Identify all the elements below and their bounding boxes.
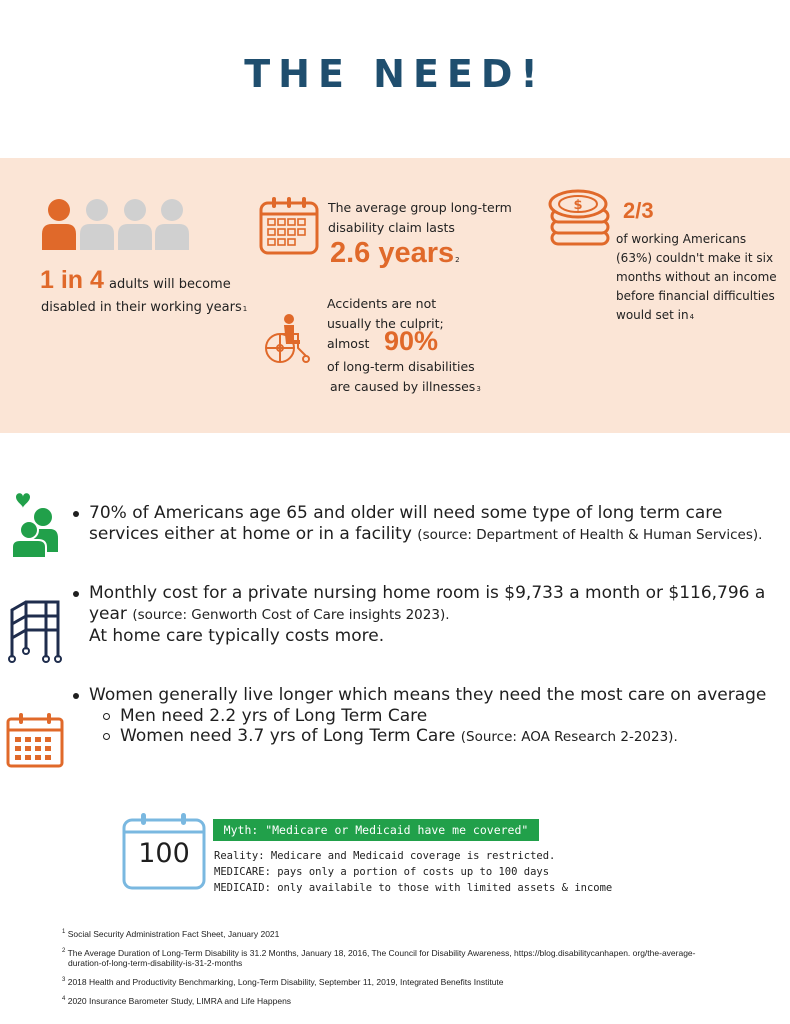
calendar-number: 100	[138, 838, 190, 869]
page-title: THE NEED!	[244, 52, 546, 96]
bullet-2: Monthly cost for a private nursing home room is $9,733 a month or $116,796 a year (source: Genworth Cost of Care insights 2023). At home care typically costs more.	[89, 583, 766, 646]
sub-bullet-circle	[103, 713, 110, 720]
calendar-icon	[6, 712, 64, 768]
claim-text: The average group long-term disability claim lasts	[328, 200, 512, 235]
claim-big: 2.6 years	[330, 237, 455, 269]
footnote-3: $^3$ 2018 Health and Productivity Benchmarking, Long-Term Disability, September 11, 2019, Integrated Benefits Institute	[62, 976, 504, 987]
heart-people-icon	[8, 490, 62, 560]
myth-text: Reality: Medicare and Medicaid coverage is restricted. MEDICARE: pays only a portion of costs up to 100 days MEDICAID: only availabile to those with limited assets & income	[214, 850, 613, 894]
americans-text: of working Americans (63%) couldn't make it six months without an income before financial difficulties would set in4	[616, 232, 777, 322]
bullet-dot	[73, 511, 79, 517]
coins-icon	[544, 188, 614, 258]
footnote-4: $^4$ 2020 Insurance Barometer Study, LIMRA and Life Happens	[62, 995, 292, 1006]
adults-big: 1 in 4	[40, 266, 104, 294]
americans-big: 2/3	[623, 198, 654, 223]
sub-bullet-1: Men need 2.2 yrs of Long Term Care	[120, 706, 428, 726]
myth-tag: Myth: "Medicare or Medicaid have me covered"	[213, 819, 539, 841]
adults-line2: disabled in their working years1	[41, 300, 248, 315]
sub-bullet-2: Women need 3.7 yrs of Long Term Care (Source: AOA Research 2-2023).	[120, 726, 678, 746]
adults-stat	[40, 266, 231, 295]
bullet-dot	[73, 693, 79, 699]
bullet-dot	[73, 591, 79, 597]
footnote-2: $^2$ The Average Duration of Long-Term Disability is 31.2 Months, January 18, 2016, The Council for Disability Awareness, https://blog.disabilitycanhapen. org/the-average- duration-of-long-term-disability-is-31-2-months	[62, 947, 696, 968]
footnote-1: $^1$ Social Security Administration Fact Sheet, January 2021	[62, 928, 280, 939]
sub-bullet-circle	[103, 733, 110, 740]
claim-big-wrap: 2.6 years2	[330, 237, 460, 269]
calendar-icon	[258, 196, 320, 256]
accidents-big: 90%	[384, 326, 439, 356]
bullet-1: 70% of Americans age 65 and older will need some type of long term care services either at home or in a facility (source: Department of Health & Human Services).	[89, 503, 763, 544]
accidents-almost: almost	[327, 336, 370, 351]
svg-text:$: $	[573, 198, 583, 213]
accidents-text: Accidents are not usually the culprit;	[327, 296, 444, 331]
wheelchair-icon	[262, 314, 314, 364]
walker-icon	[6, 598, 68, 664]
people-icon	[40, 196, 190, 252]
accidents-text2: of long-term disabilities are caused by illnesses3	[327, 359, 481, 394]
bullet-3: Women generally live longer which means they need the most care on average	[89, 685, 767, 705]
adults-rest: adults will become	[109, 277, 231, 292]
